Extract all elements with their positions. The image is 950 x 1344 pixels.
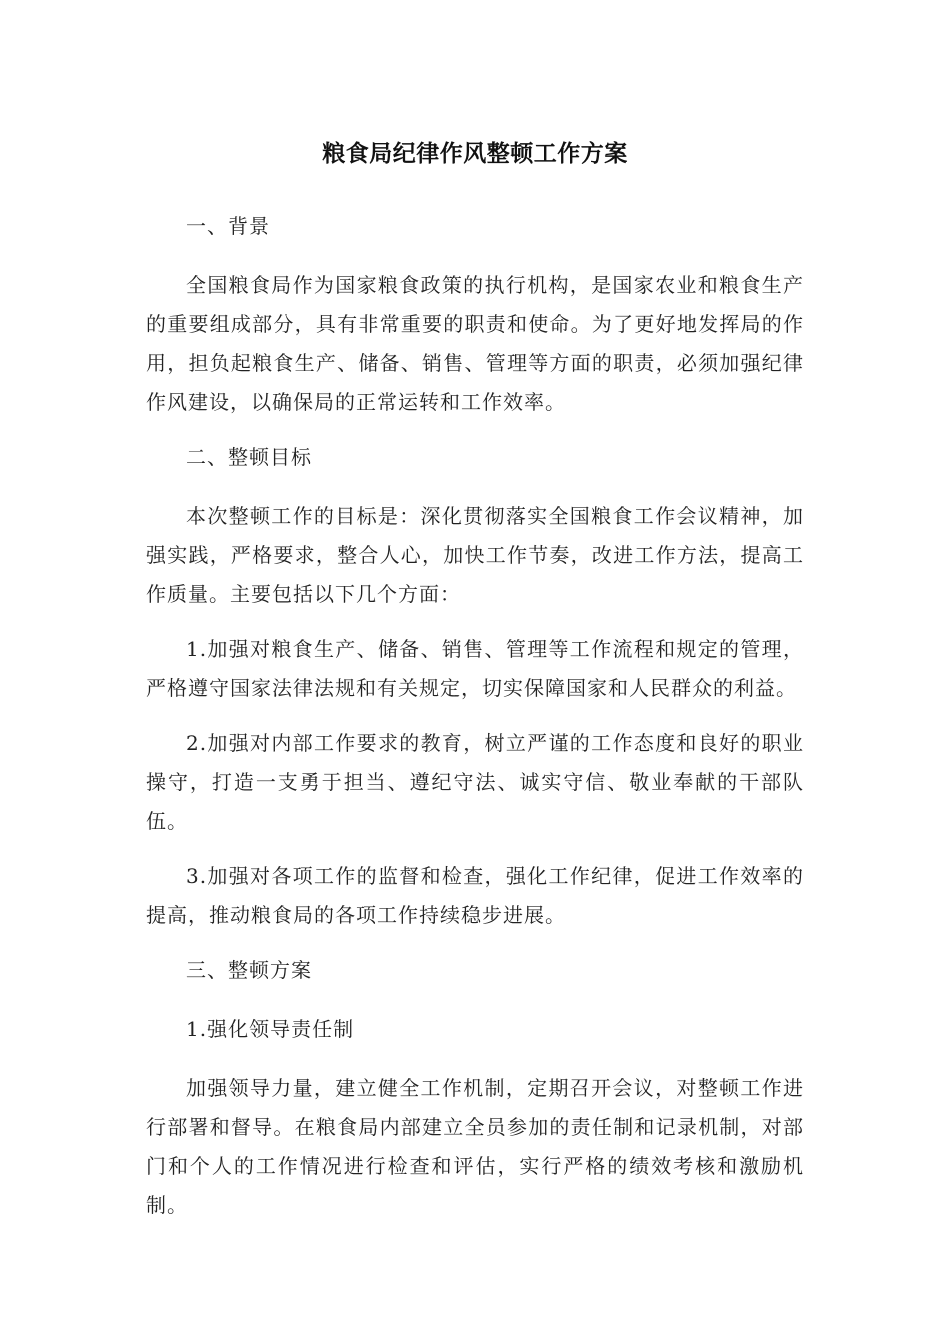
section-heading-goals: 二、整顿目标 bbox=[186, 445, 312, 469]
document-title: 粮食局纪律作风整顿工作方案 bbox=[322, 141, 628, 167]
paragraph-background: 全国粮食局作为国家粮食政策的执行机构，是国家农业和粮食生产的重要组成部分，具有非常重要的职责和使命。为了更好地发挥局的作用，担负起粮食生产、储备、销售、管理等方面的职责，必须加强纪律作风建设，以确保局的正常运转和工作效率。 bbox=[146, 273, 804, 414]
paragraph-goals-intro: 本次整顿工作的目标是：深化贯彻落实全国粮食工作会议精神，加强实践，严格要求，整合人心，加快工作节奏，改进工作方法，提高工作质量。主要包括以下几个方面： bbox=[146, 504, 804, 606]
paragraph-goal-1: 1.加强对粮食生产、储备、销售、管理等工作流程和规定的管理，严格遵守国家法律法规和有关规定，切实保障国家和人民群众的利益。 bbox=[146, 637, 804, 700]
paragraph-goal-3: 3.加强对各项工作的监督和检查，强化工作纪律，促进工作效率的提高，推动粮食局的各项工作持续稳步进展。 bbox=[146, 864, 804, 927]
subheading-leadership: 1.强化领导责任制 bbox=[186, 1017, 355, 1041]
paragraph-leadership: 加强领导力量，建立健全工作机制，定期召开会议，对整顿工作进行部署和督导。在粮食局内部建立全员参加的责任制和记录机制，对部门和个人的工作情况进行检查和评估，实行严格的绩效考核和激励机制。 bbox=[146, 1076, 804, 1217]
section-heading-background: 一、背景 bbox=[186, 214, 270, 238]
paragraph-goal-2: 2.加强对内部工作要求的教育，树立严谨的工作态度和良好的职业操守，打造一支勇于担当、遵纪守法、诚实守信、敬业奉献的干部队伍。 bbox=[146, 731, 804, 833]
section-heading-plan: 三、整顿方案 bbox=[186, 958, 312, 982]
